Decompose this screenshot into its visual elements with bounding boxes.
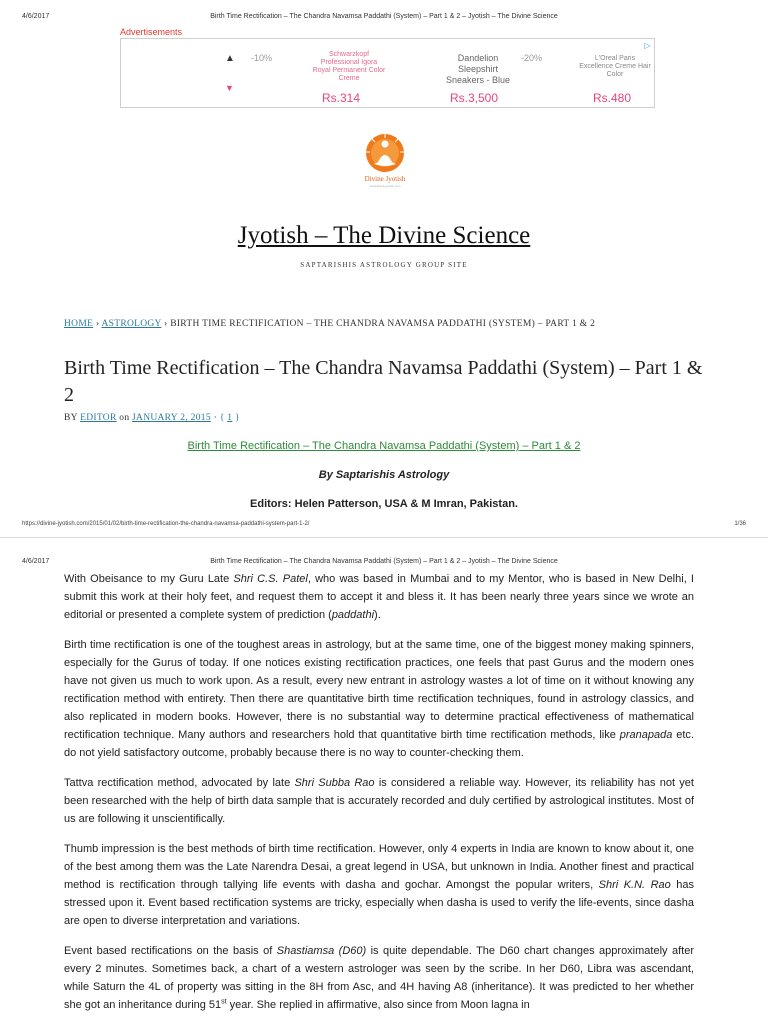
print-title: Birth Time Rectification – The Chandra Navamsa Paddathi (System) – Part 1 & 2 – Jyotish – The Divine Science [210,13,558,20]
paragraph: Tattva rectification method, advocated by late Shri Subba Rao is considered a reliable way. However, its reliability has not yet been researched with the help of birth data sample that is accurately recorded and duly certified by astrological institutes. Most of us are following it unscientifically. [64,777,694,825]
ad-product-name[interactable]: Schwarzkopf Professional Igora Royal Permanent Color Creme [312,51,386,82]
paragraph: With Obeisance to my Guru Late Shri C.S. Patel, who was based in Mumbai and to my Mentor, who is based in New Delhi, I submit this work at their holy feet, and request them to accept it and bless it. It has been nearly three years since we wrote an editorial or presented a complete system of prediction (paddathi). [64,573,694,621]
arrow-down-icon[interactable]: ▼ [225,83,234,93]
paragraph: Event based rectifications on the basis of Shastiamsa (D60) is quite dependable. The D60 chart changes approximately after every 2 minutes. Sometimes back, a chart of a western astrologer was seen by the scribe. In her D60, Libra was ascendant, while Saturn the 4L of property was sitting in the 8H from Asc, and 4H having A8 (inheritance). It was predicted to her whether she got an inheritance during 51st year. She replied in affirmative, also since from Moon lagna in [64,945,694,1011]
arrow-up-icon[interactable]: ▲ [225,53,235,64]
logo-text: Divine Jyotish [364,175,406,183]
paragraph: Thumb impression is the best methods of birth time rectification. However, only 4 experts in India are known to know about it, one of the best among them was the Late Narendra Desai, a great legend in USA, but unknown in India. Another finest and practical method is rectification through tallying life events with dasha and gochar. Amongst the popular writers, Shri K.N. Rao has stressed upon it. Event based rectification systems are tricky, especially when dasha is used to verify the life-events, since dasha are open to diverse interpretation and variations. [64,843,694,927]
ad-product-name[interactable]: Dandelion Sleepshirt Sneakers - Blue [445,53,511,85]
print-date: 4/6/2017 [22,558,50,565]
breadcrumb [64,319,595,329]
divine-jyotish-logo [356,128,414,190]
breadcrumb-separator: › [161,319,171,329]
adchoices-icon[interactable]: ▷ [644,41,651,50]
site-logo[interactable] [356,128,414,190]
comments-close: } [232,413,240,423]
ad-discount: -10% [251,53,273,63]
comments-open: { [219,413,228,423]
breadcrumb-astrology[interactable]: ASTROLOGY [101,319,162,329]
ad-product-price[interactable]: Rs.3,500 [450,91,499,105]
ad-product-price[interactable]: Rs.480 [593,91,632,105]
ad-discount: -20% [521,53,543,63]
print-date: 4/6/2017 [22,13,50,20]
logo-subtext: www.divine-jyotish.com [369,184,401,188]
article-body [64,570,694,1026]
breadcrumb-current: BIRTH TIME RECTIFICATION – THE CHANDRA NAVAMSA PADDATHI (SYSTEM) – PART 1 & 2 [170,319,596,329]
meta-on: on [116,413,133,423]
post-meta [64,413,240,423]
author-link[interactable]: EDITOR [80,413,117,423]
paragraph: Birth time rectification is one of the toughest areas in astrology, but at the same time, one of the biggest money making spinners, especially for the Gurus of today. If one notices existing rectification practices, one feels that past Gurus and the modern ones have not given us much to work upon. As a result, every new entrant in astrology wastes a lot of time on it without knowing any rectification method with entirety. Then there are quantitative birth time rectification techniques, found in astrology classics, and also replicated in modern books. However, there is no substantial way to determine practical effectiveness of mathematical rectification technique. Many authors and researchers hold that quantitative birth time rectification methods, like pranapada etc. do not yield satisfactory outcome, probably because there is no way to counter-checking them. [64,639,694,759]
ad-label: Advertisements [120,27,183,37]
breadcrumb-home[interactable]: HOME [64,319,94,329]
site-title[interactable]: Jyotish – The Divine Science [237,222,531,249]
meta-dot: · [210,413,220,423]
meta-by: BY [64,413,81,423]
ad-product-name[interactable]: L'Oreal Paris Excellence Creme Hair Color [579,55,651,78]
article-editors: Editors: Helen Patterson, USA & M Imran, Pakistan. [250,498,518,510]
comments-count-link[interactable]: 1 [227,413,233,423]
print-header [22,558,746,570]
article-byline: By Saptarishis Astrology [318,469,450,481]
page-divider [0,537,768,538]
breadcrumb-separator: › [93,319,102,329]
print-title: Birth Time Rectification – The Chandra Navamsa Paddathi (System) – Part 1 & 2 – Jyotish – The Divine Science [210,558,558,565]
print-page-number: 1/36 [734,521,746,527]
ad-product-price[interactable]: Rs.314 [322,91,361,105]
post-title: Birth Time Rectification – The Chandra Navamsa Paddathi (System) – Part 1 & 2 [64,357,703,406]
article-heading-link[interactable]: Birth Time Rectification – The Chandra Navamsa Paddathi (System) – Part 1 & 2 [187,440,581,452]
print-url: https://divine-jyotish.com/2015/01/02/birth-time-rectification-the-chandra-navamsa-paddathi-system-part-1-2/ [22,521,310,527]
print-header [22,13,746,25]
post-date-link[interactable]: JANUARY 2, 2015 [132,413,211,423]
site-tagline: SAPTARISHIS ASTROLOGY GROUP SITE [300,261,468,269]
ad-banner[interactable] [120,38,655,108]
